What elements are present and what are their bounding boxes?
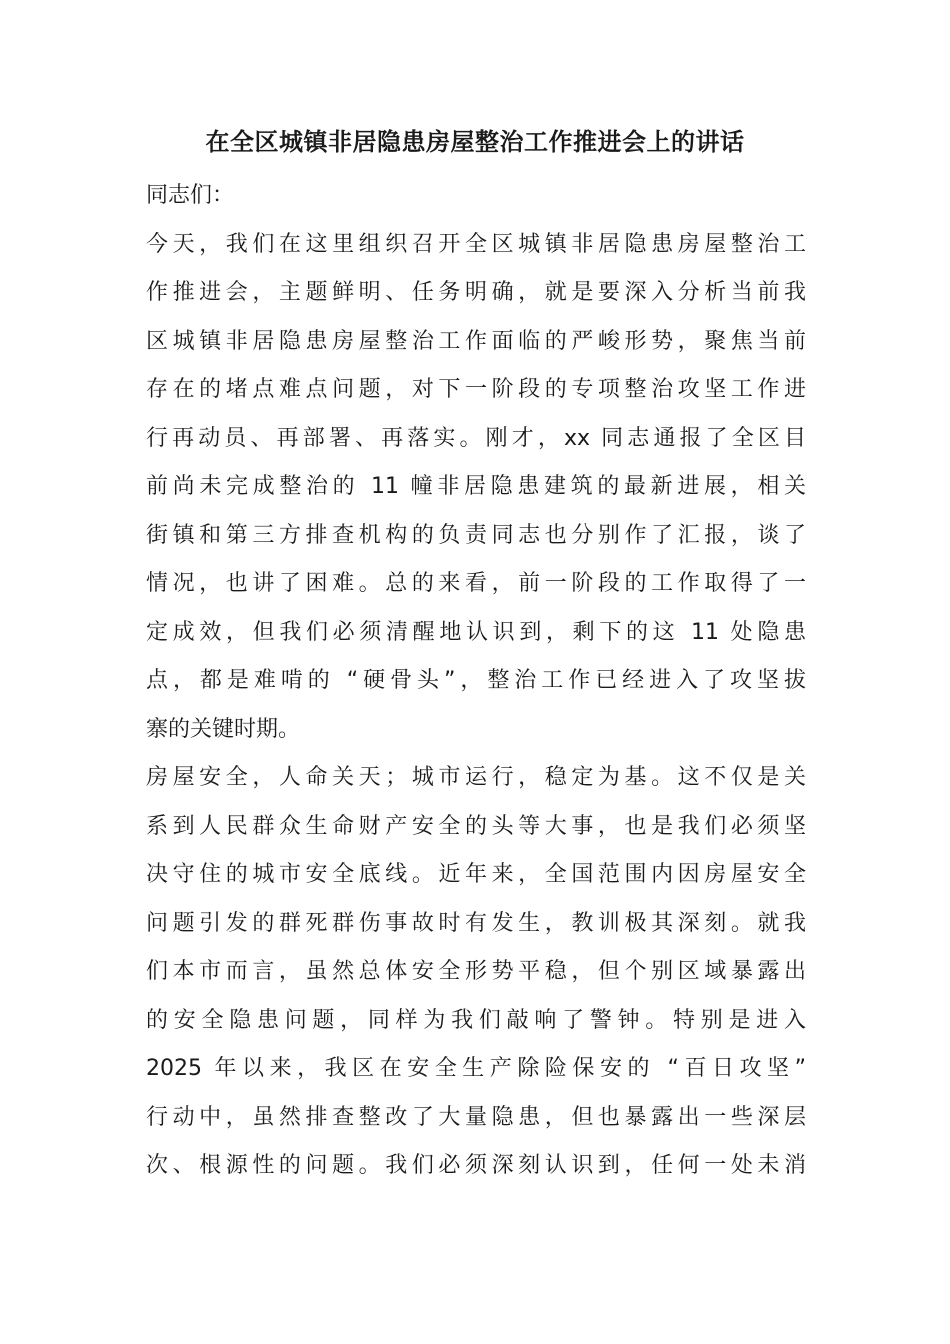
paragraph-line: 街镇和第三方排查机构的负责同志也分别作了汇报，谈了 (146, 522, 806, 548)
paragraph-line: 2025 年以来，我区在安全生产除险保安的 “百日攻坚” (146, 1056, 806, 1081)
paragraph-line: 点，都是难啃的 “硬骨头”，整治工作已经进入了攻坚拔 (146, 668, 806, 693)
paragraph-line: 们本市而言，虽然总体安全形势平稳，但个别区域暴露出 (146, 959, 806, 984)
paragraph-line: 决守住的城市安全底线。近年来，全国范围内因房屋安全 (146, 862, 806, 887)
paragraph-line: 房屋安全，人命关天；城市运行，稳定为基。这不仅是关 (146, 765, 806, 790)
salutation: 同志们： (146, 183, 235, 208)
paragraph-line: 情况，也讲了困难。总的来看，前一阶段的工作取得了一 (146, 571, 806, 596)
paragraph-line: 今天，我们在这里组织召开全区城镇非居隐患房屋整治工 (146, 231, 806, 257)
paragraph-line: 系到人民群众生命财产安全的头等大事，也是我们必须坚 (146, 813, 806, 839)
paragraph-line: 行再动员、再部署、再落实。刚才，xx 同志通报了全区目 (146, 425, 806, 451)
paragraph-line: 问题引发的群死群伤事故时有发生，教训极其深刻。就我 (146, 910, 806, 936)
paragraph-line: 前尚未完成整治的 11 幢非居隐患建筑的最新进展，相关 (146, 474, 806, 499)
document-title: 在全区城镇非居隐患房屋整治工作推进会上的讲话 (205, 127, 745, 156)
paragraph-line: 行动中，虽然排查整改了大量隐患，但也暴露出一些深层 (146, 1104, 806, 1130)
paragraph-line: 存在的堵点难点问题，对下一阶段的专项整治攻坚工作进 (146, 377, 806, 402)
document-body (146, 172, 806, 1191)
paragraph-line: 的安全隐患问题，同样为我们敲响了警钟。特别是进入 (146, 1007, 806, 1033)
paragraph-line: 区城镇非居隐患房屋整治工作面临的严峻形势，聚焦当前 (146, 328, 806, 354)
paragraph-line: 寨的关键时期。 (146, 716, 301, 742)
paragraph-line: 定成效，但我们必须清醒地认识到，剩下的这 11 处隐患 (146, 619, 806, 645)
paragraph-line: 作推进会，主题鲜明、任务明确，就是要深入分析当前我 (146, 280, 806, 305)
paragraph-line: 次、根源性的问题。我们必须深刻认识到，任何一处未消 (146, 1153, 806, 1178)
